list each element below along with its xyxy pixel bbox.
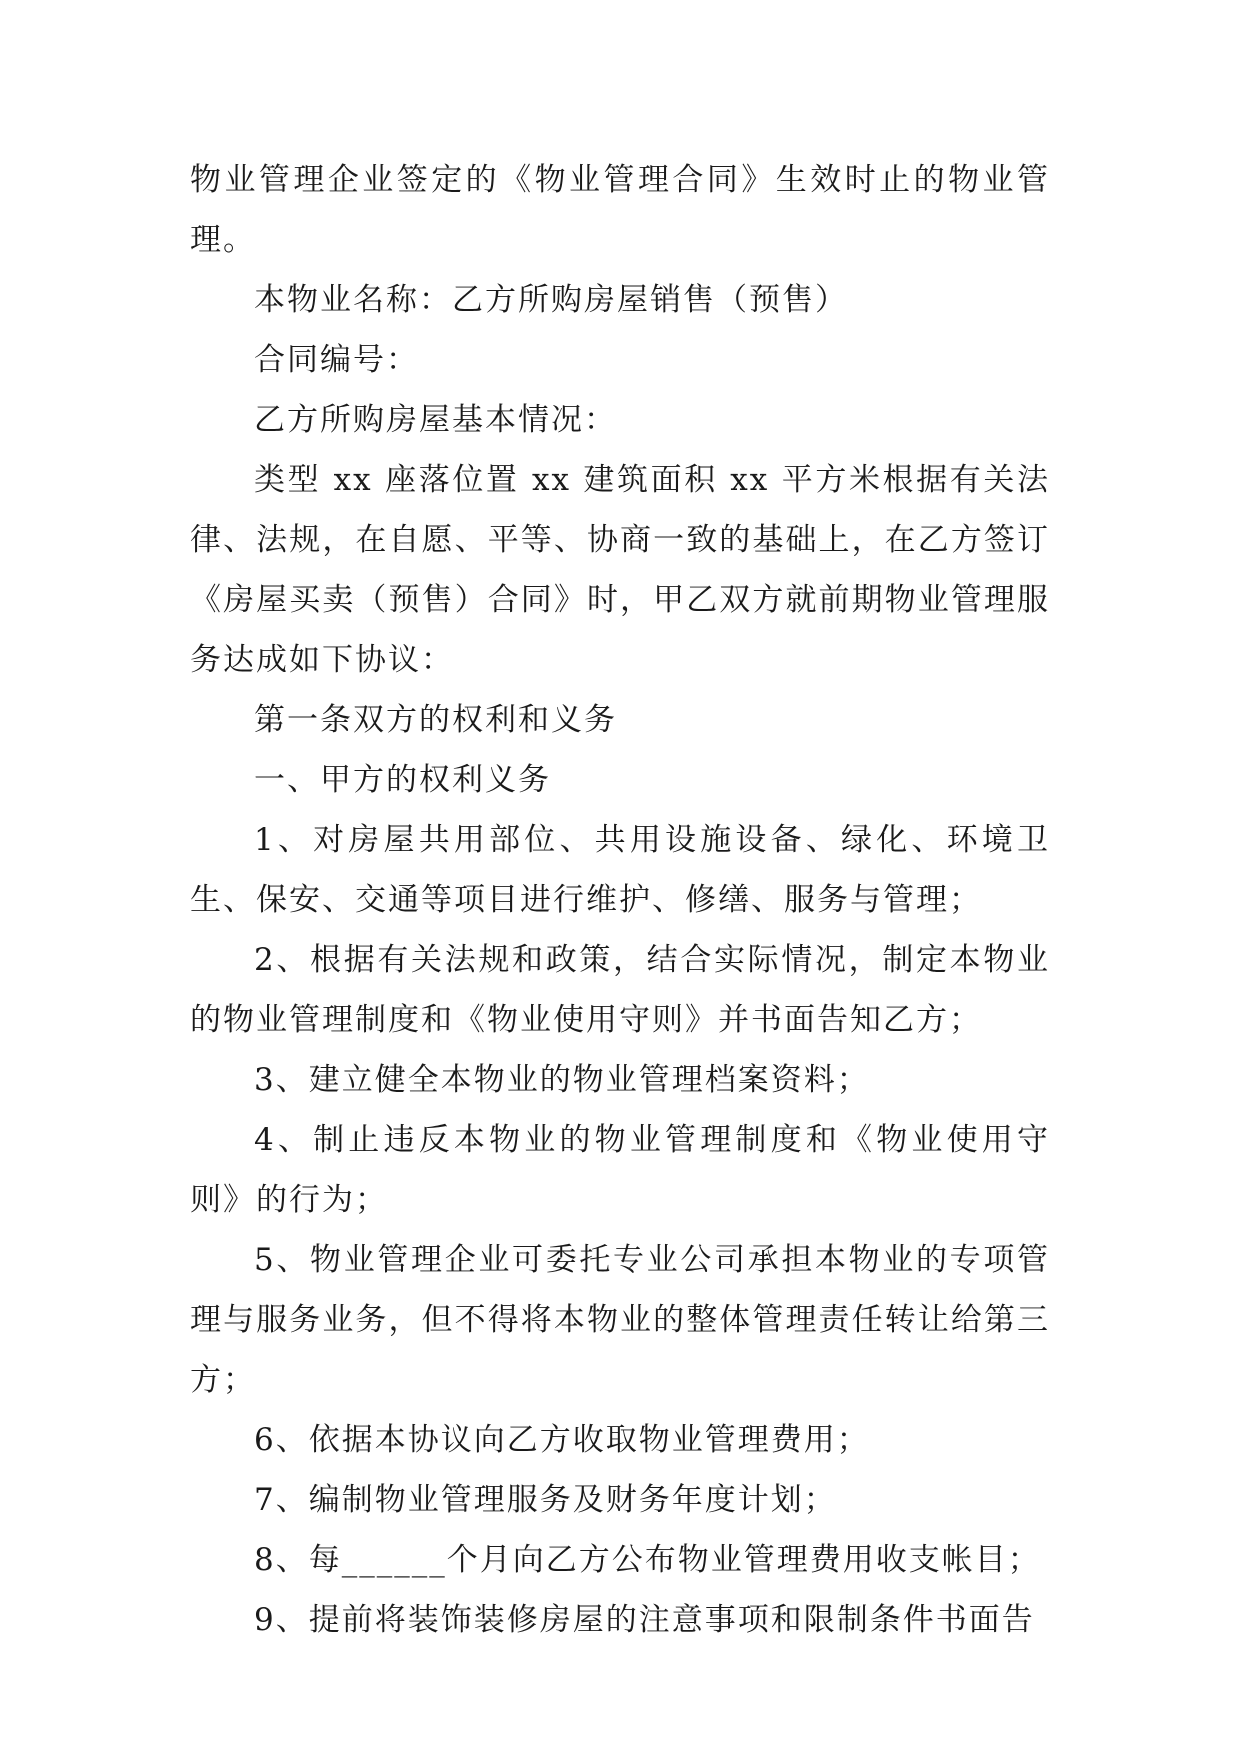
paragraph-9: 3、建立健全本物业的物业管理档案资料；	[254, 1062, 870, 1098]
paragraph-12: 6、依据本协议向乙方收取物业管理费用；	[254, 1422, 870, 1458]
paragraph-7: 1、对房屋共用部位、共用设施设备、绿化、环境卫生、保安、交通等项目进行维护、修缮、服务与管理；	[190, 822, 1050, 918]
paragraph-0: 物业管理企业签定的《物业管理合同》生效时止的物业管理。	[190, 162, 1050, 258]
paragraph-15: 9、提前将装饰装修房屋的注意事项和限制条件书面告	[254, 1602, 1035, 1638]
paragraph-1: 本物业名称：乙方所购房屋销售（预售）	[254, 282, 848, 318]
paragraph-2: 合同编号：	[254, 342, 419, 378]
paragraph-5: 第一条双方的权利和义务	[254, 702, 617, 738]
paragraph-13: 7、编制物业管理服务及财务年度计划；	[254, 1482, 837, 1518]
paragraph-8: 2、根据有关法规和政策，结合实际情况，制定本物业的物业管理制度和《物业使用守则》并书面告知乙方；	[190, 942, 1050, 1038]
paragraph-10: 4、制止违反本物业的物业管理制度和《物业使用守则》的行为；	[190, 1122, 1050, 1218]
paragraph-3: 乙方所购房屋基本情况：	[254, 402, 617, 438]
document-body	[190, 150, 1050, 1650]
paragraph-4: 类型 xx 座落位置 xx 建筑面积 xx 平方米根据有关法律、法规，在自愿、平等、协商一致的基础上，在乙方签订《房屋买卖（预售）合同》时，甲乙双方就前期物业管理服务达成如下协议：	[190, 462, 1050, 678]
paragraph-14: 8、每______个月向乙方公布物业管理费用收支帐目；	[254, 1542, 1041, 1578]
paragraph-11: 5、物业管理企业可委托专业公司承担本物业的专项管理与服务业务，但不得将本物业的整体管理责任转让给第三方；	[190, 1242, 1050, 1398]
paragraph-6: 一、甲方的权利义务	[254, 762, 551, 798]
